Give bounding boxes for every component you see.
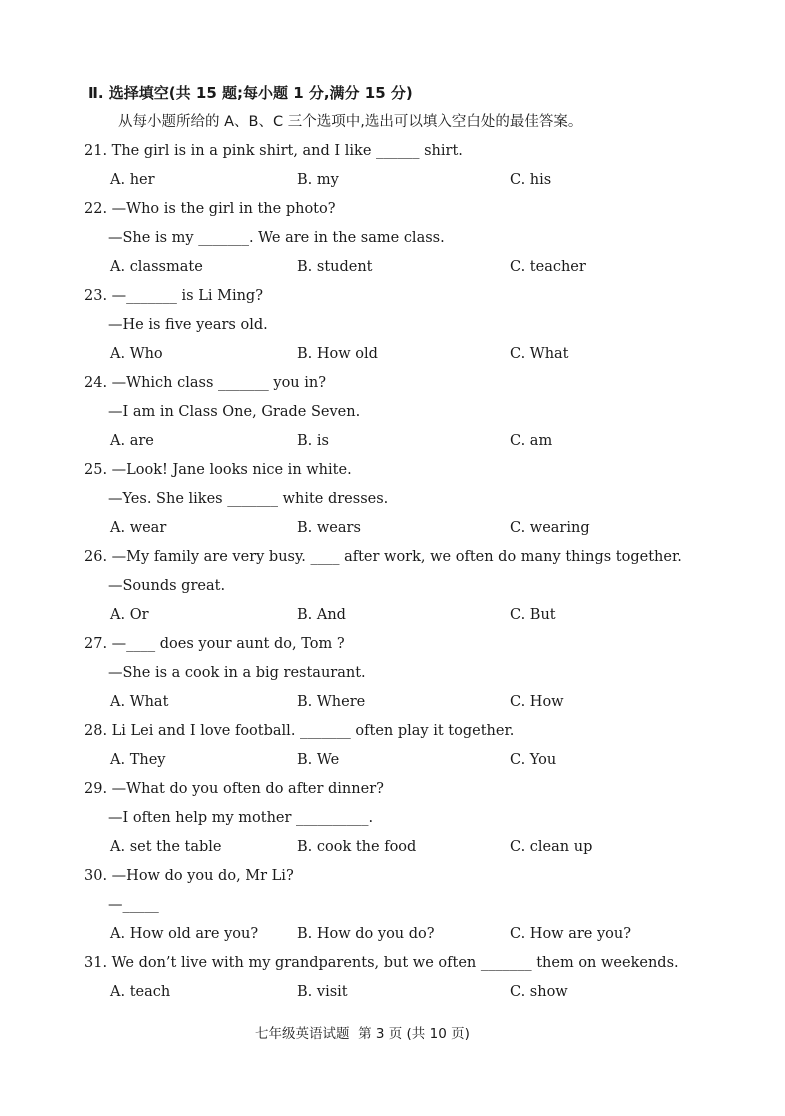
question-stem: 30. —How do you do, Mr Li? (84, 868, 294, 884)
question-stem: 22. —Who is the girl in the photo? (84, 201, 336, 217)
question-line: —She is my _______. We are in the same class. (108, 230, 445, 246)
question-stem: 31. We don’t live with my grandparents, but we often _______ them on weekends. (84, 955, 679, 971)
option-a: A. They (110, 752, 166, 768)
question-stem: 26. —My family are very busy. ____ after work, we often do many things together. (84, 549, 682, 565)
option-b: B. We (297, 752, 340, 768)
option-c: C. show (510, 984, 568, 1000)
question-line: —_____ (108, 897, 159, 913)
option-a: A. wear (110, 520, 167, 536)
option-b: B. cook the food (297, 839, 417, 855)
option-b: B. How do you do? (297, 926, 435, 942)
question-line: —Sounds great. (108, 578, 226, 594)
question-stem: 24. —Which class _______ you in? (84, 375, 326, 391)
option-c: C. teacher (510, 259, 586, 275)
option-b: B. is (297, 433, 329, 449)
option-b: B. my (297, 172, 339, 188)
option-a: A. Who (110, 346, 163, 362)
question-line: —He is five years old. (108, 317, 268, 333)
question-line: —Yes. She likes _______ white dresses. (108, 491, 389, 507)
question-stem: 21. The girl is in a pink shirt, and I like ______ shirt. (84, 143, 463, 159)
option-b: B. student (297, 259, 373, 275)
option-c: C. How are you? (510, 926, 631, 942)
option-a: A. classmate (110, 259, 203, 275)
option-c: C. his (510, 172, 552, 188)
question-line: —I often help my mother __________. (108, 810, 374, 826)
option-a: A. set the table (110, 839, 222, 855)
option-b: B. And (297, 607, 346, 623)
section-instruction: 从每小题所给的 A、B、C 三个选项中,选出可以填入空白处的最佳答案。 (118, 114, 583, 130)
option-b: B. wears (297, 520, 361, 536)
option-c: C. What (510, 346, 569, 362)
option-a: A. How old are you? (110, 926, 259, 942)
option-c: C. clean up (510, 839, 593, 855)
option-a: A. teach (110, 984, 171, 1000)
option-a: A. are (110, 433, 154, 449)
option-a: A. her (110, 172, 155, 188)
question-stem: 25. —Look! Jane looks nice in white. (84, 462, 352, 478)
option-a: A. What (110, 694, 169, 710)
option-c: C. wearing (510, 520, 590, 536)
option-c: C. am (510, 433, 553, 449)
option-b: B. Where (297, 694, 366, 710)
question-line: —I am in Class One, Grade Seven. (108, 404, 361, 420)
question-line: —She is a cook in a big restaurant. (108, 665, 366, 681)
question-stem: 29. —What do you often do after dinner? (84, 781, 384, 797)
question-stem: 23. —_______ is Li Ming? (84, 288, 263, 304)
option-c: C. You (510, 752, 557, 768)
question-stem: 28. Li Lei and I love football. _______ often play it together. (84, 723, 515, 739)
option-c: C. How (510, 694, 564, 710)
option-b: B. How old (297, 346, 378, 362)
page-footer: 七年级英语试题 第 3 页 (共 10 页) (255, 1026, 470, 1042)
option-c: C. But (510, 607, 556, 623)
option-a: A. Or (110, 607, 149, 623)
section-title: Ⅱ. 选择填空(共 15 题;每小题 1 分,满分 15 分) (88, 84, 413, 102)
option-b: B. visit (297, 984, 348, 1000)
question-stem: 27. —____ does your aunt do, Tom ? (84, 636, 345, 652)
